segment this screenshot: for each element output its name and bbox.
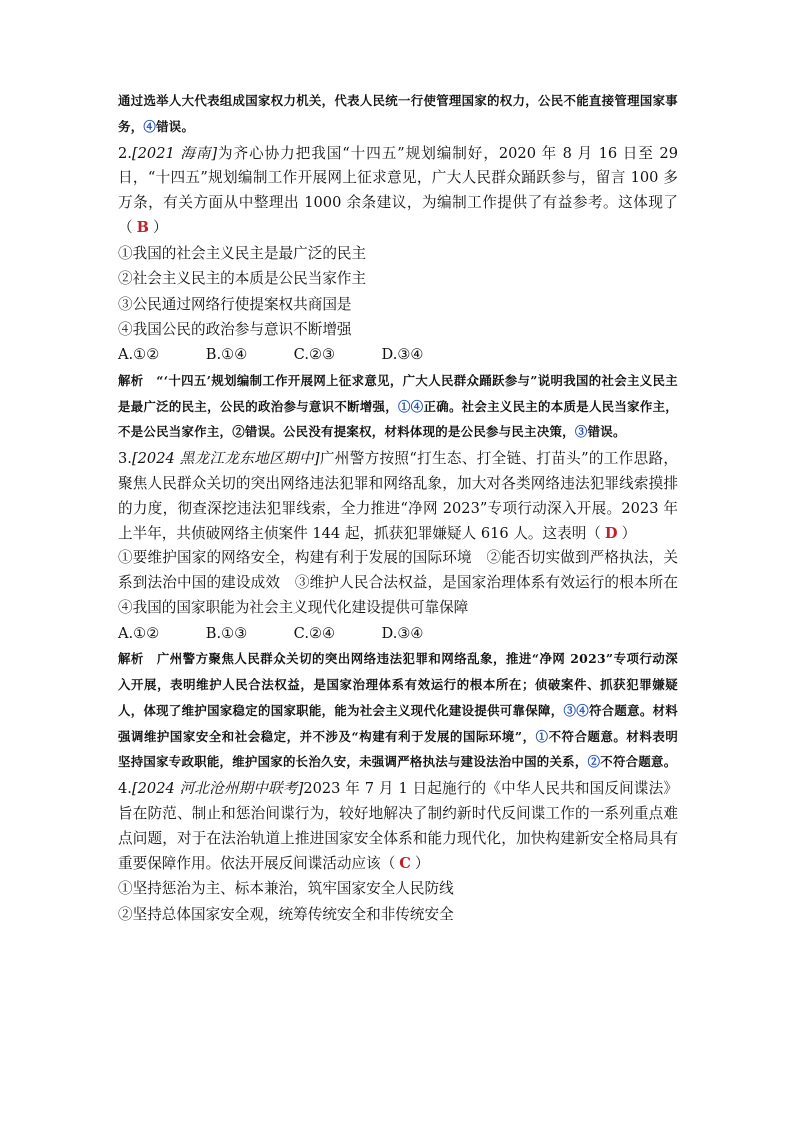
question-2-analysis: [118, 368, 678, 445]
question-text: 为齐心协力把我国“十四五”规划编制好，2020 年 8 月 16 日至 29 日，“十四五”规划编制工作开展网上征求意见，广大人民群众踊跃参与，留言 100 多万条，有关方面从中整理出 1000 余条建议，为编制工作提供了有益参考。这体现了（: [118, 144, 678, 236]
choice-row: [118, 342, 678, 367]
statement: ③公民通过网络行使提案权共商国是: [118, 295, 352, 313]
question-source: [2021 海南]: [131, 144, 218, 162]
answer-mark: B: [136, 218, 149, 236]
analysis-text: 正确。社会主义民主的本质是人民当家作主，不是公民当家作主，②错误。公民没有提案权，材料体现的是公民参与民主决策，: [118, 398, 679, 440]
question-4-stem: [118, 777, 678, 876]
question-2-stem: [118, 142, 678, 241]
analysis-text: 不符合题意。材料表明坚持国家专政职能，维护国家的长治久安，未强调严格执法与建设法治中国的关系，: [118, 728, 679, 770]
analysis-mark: ②: [587, 754, 601, 770]
document-page: [118, 88, 693, 927]
choice-a: A.①②: [118, 624, 160, 642]
question-3-analysis: [118, 646, 678, 775]
choice-d: D.③④: [381, 624, 424, 642]
analysis-text: 广州警方聚焦人民群众关切的突出网络违法犯罪和网络乱象，推进“净网 2023”专项行动深入开展，表明维护人民合法权益，是国家治理体系有效运行的根本所在；侦破案件、抓获犯罪嫌疑人，体现了维护国家稳定的国家职能，能为社会主义现代化建设提供可靠保障，: [118, 651, 678, 718]
analysis-label: 解析: [118, 651, 144, 667]
statements-block: ①要维护国家的网络安全，构建有利于发展的国际环境 ②能否切实做到严格执法，关系到法治中国的建设成效 ③维护人民合法权益，是国家治理体系有效运行的根本所在 ④我国的国家职能为社会主义现代化建设提供可靠保障: [118, 549, 693, 616]
analysis-label: 解析: [118, 372, 144, 388]
prev-analysis-text: 通过选举人大代表组成国家权力机关，代表人民统一行使管理国家的权力，公民不能直接管理国家事务，: [118, 93, 678, 134]
analysis-mark: ③: [574, 424, 588, 440]
question-number: 2.: [118, 144, 132, 162]
question-close: ）: [621, 524, 637, 542]
statement: ④我国公民的政治参与意识不断增强: [118, 321, 352, 338]
statement: ②社会主义民主的本质是公民当家作主: [118, 270, 367, 288]
question-source: [2024 黑龙江龙东地区期中]: [131, 450, 320, 468]
choice-d: D.③④: [381, 346, 424, 364]
question-text: 2023 年 7 月 1 日起施行的《中华人民共和国反间谍法》旨在防范、制止和惩治间谍行为，较好地解决了制约新时代反间谍工作的一系列重点难点问题，对于在法治轨道上推进国家安全体系和能力现代化，加快构建新安全格局具有重要保障作用。依法开展反间谍活动应该（: [118, 780, 678, 872]
choice-c: C.②③: [293, 346, 336, 364]
question-text: 广州警方按照“打生态、打全链、打苗头”的工作思路，聚焦人民群众关切的突出网络违法犯罪和网络乱象，加大对各类网络违法犯罪线索摸排的力度，彻查深挖违法犯罪线索，全力推进“净网 2023”专项行动深入开展。2023 年上半年，共侦破网络主侦案件 144 起，抓获犯罪嫌疑人 616 人。这表明（: [118, 450, 678, 542]
analysis-text: 符合题意。材料强调维护国家安全和社会稳定，并不涉及“构建有利于发展的国际环境”，: [118, 702, 678, 744]
choice-b: B.①④: [205, 346, 248, 364]
question-number: 3.: [118, 450, 132, 468]
prev-analysis-mark: ④: [143, 118, 157, 134]
choice-c: C.②④: [293, 624, 336, 642]
question-number: 4.: [118, 780, 132, 798]
analysis-mark: ①: [535, 728, 549, 744]
answer-mark: D: [604, 524, 618, 542]
analysis-text: “‘十四五’规划编制工作开展网上征求意见，广大人民群众踊跃参与”说明我国的社会主义民主是最广泛的民主，公民的政治参与意识不断增强，: [118, 372, 678, 414]
answer-mark: C: [399, 854, 411, 872]
statement: ②坚持总体国家安全观，统筹传统安全和非传统安全: [118, 905, 454, 923]
question-close: ）: [152, 218, 168, 236]
question-close: ）: [414, 854, 430, 872]
analysis-text: 不符合题意。: [600, 754, 677, 770]
analysis-mark: ①④: [398, 398, 424, 414]
choice-a: A.①②: [118, 346, 160, 364]
question-3-stem: [118, 447, 678, 546]
prev-analysis-tail: 错误。: [156, 118, 195, 134]
statement: ①坚持惩治为主、标本兼治，筑牢国家安全人民防线: [118, 880, 454, 898]
question-source: [2024 河北沧州期中联考]: [131, 780, 304, 798]
choice-b: B.①③: [205, 624, 248, 642]
analysis-mark: ③④: [563, 702, 589, 718]
choice-row: [118, 621, 678, 646]
analysis-text: 错误。: [587, 424, 626, 440]
statement: ①我国的社会主义民主是最广泛的民主: [118, 244, 367, 262]
prev-analysis: [118, 88, 678, 140]
